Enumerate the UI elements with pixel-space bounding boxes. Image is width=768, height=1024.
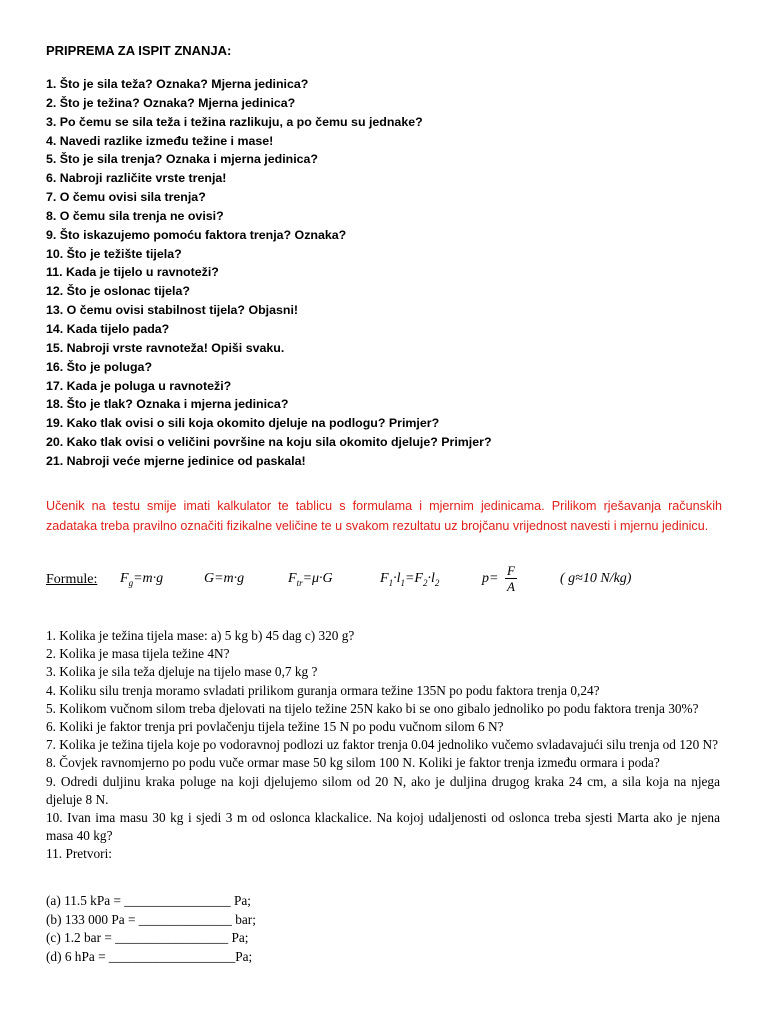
list-item: 1. Što je sila teža? Oznaka? Mjerna jedinica? [46, 77, 309, 91]
formula-pressure: p= [482, 571, 499, 586]
formula-weight: G=m·g [204, 571, 245, 586]
formula-row [46, 563, 736, 598]
list-item: 17. Kada je poluga u ravnoteži? [46, 378, 232, 393]
list-item: (d) 6 hPa = ___________________Pa; [46, 948, 253, 964]
list-item: 11. Kada je tijelo u ravnoteži? [46, 265, 219, 280]
list-item: 12. Što je oslonac tijela? [46, 284, 190, 299]
list-item: 6. Nabroji različite vrste trenja! [46, 171, 227, 186]
formula-gravity: $F_g=m\cdot g$ [120, 571, 164, 588]
list-item: 9. Odredi duljinu kraka poluge na koji djelujemo silom od 20 N, ako je duljina drugog kraka 24 cm, a sila koja na njega djeluje 8 N. [46, 773, 720, 807]
list-item: 21. Nabroji veće mjerne jedinice od paskala! [46, 453, 306, 468]
list-item: 4. Navedi razlike između težine i mase! [46, 133, 274, 148]
list-item: (a) 11.5 kPa = ________________ Pa; [46, 893, 251, 908]
conversion-list [46, 892, 256, 966]
formula-friction: $F_{tr}=\mu\cdot G$ [288, 571, 333, 588]
list-item: 7. Kolika je težina tijela koje po vodoravnoj podlozi uz faktor trenja 0.04 jednoliko vučemo svladavajući silu trenja od 120 N? [46, 737, 719, 753]
formulas-label: Formule: [46, 572, 98, 587]
pressure-fraction: $\frac{F}{A}$ [507, 563, 515, 594]
list-item: 2. Kolika je masa tijela težine 4N? [46, 646, 230, 662]
list-item: 16. Što je poluga? [46, 359, 153, 374]
list-item: 19. Kako tlak ovisi o sili koja okomito djeluje na podlogu? Primjer? [46, 416, 440, 431]
list-item: (c) 1.2 bar = _________________ Pa; [46, 930, 249, 945]
list-item: 7. O čemu ovisi sila trenja? [46, 190, 206, 205]
list-item: 5. Kolikom vučnom silom treba djelovati na tijelo težine 25N kako bi se ono gibalo jednoliko po podu faktora trenja 30%? [46, 700, 699, 716]
list-item: 6. Koliki je faktor trenja pri povlačenju tijela težine 15 N po podu vučnom silom 6 N? [46, 719, 504, 735]
list-item: 5. Što je sila trenja? Oznaka i mjerna jedinica? [46, 152, 319, 167]
list-item: (b) 133 000 Pa = ______________ bar; [46, 911, 256, 927]
question-list [46, 75, 492, 471]
list-item: 18. Što je tlak? Oznaka i mjerna jedinica? [46, 397, 289, 412]
list-item: 15. Nabroji vrste ravnoteža! Opiši svaku. [46, 340, 285, 355]
formula-g-constant: ( g≈10 N/kg) [560, 571, 632, 586]
list-item: 3. Kolika je sila teža djeluje na tijelo mase 0,7 kg ? [46, 664, 318, 680]
list-item: 11. Pretvori: [46, 846, 112, 862]
list-item: 4. Koliku silu trenja moramo svladati prilikom guranja ormara težine 135N po podu faktora trenja 0,24? [46, 682, 600, 698]
problem-list [46, 627, 720, 864]
instructions-note: Učenik na testu smije imati kalkulator te tablicu s formulama i mjernim jedinicama. Prilikom rješavanja računskih zadataka treba pravilno označiti fizikalne veličine te u svakom rezultatu uz brojčanu vrijednost navesti i mjernu jedinicu. [46, 499, 722, 533]
list-item: 10. Što je težište tijela? [46, 246, 182, 261]
page-title: PRIPREMA ZA ISPIT ZNANJA: [46, 43, 232, 58]
list-item: 2. Što je težina? Oznaka? Mjerna jedinica? [46, 95, 296, 110]
list-item: 9. Što iskazujemo pomoću faktora trenja? Oznaka? [46, 227, 347, 242]
list-item: 3. Po čemu se sila teža i težina razlikuju, a po čemu su jednake? [46, 114, 423, 129]
list-item: 20. Kako tlak ovisi o veličini površine na koju sila okomito djeluje? Primjer? [46, 435, 492, 450]
list-item: 1. Kolika je težina tijela mase: a) 5 kg b) 45 dag c) 320 g? [46, 628, 355, 643]
list-item: 8. Čovjek ravnomjerno po podu vuče ormar mase 50 kg silom 100 N. Koliki je faktor trenja između ormara i poda? [46, 755, 660, 771]
formula-lever: $F_1\cdot l_1=F_2\cdot l_2$ [380, 571, 440, 588]
list-item: 10. Ivan ima masu 30 kg i sjedi 3 m od oslonca klackalice. Na kojoj udaljenosti od oslonca treba sjesti Marta ako je njena masa 40 kg? [46, 810, 720, 844]
list-item: 8. O čemu sila trenja ne ovisi? [46, 208, 224, 223]
list-item: 14. Kada tijelo pada? [46, 321, 170, 336]
list-item: 13. O čemu ovisi stabilnost tijela? Objasni! [46, 303, 299, 318]
